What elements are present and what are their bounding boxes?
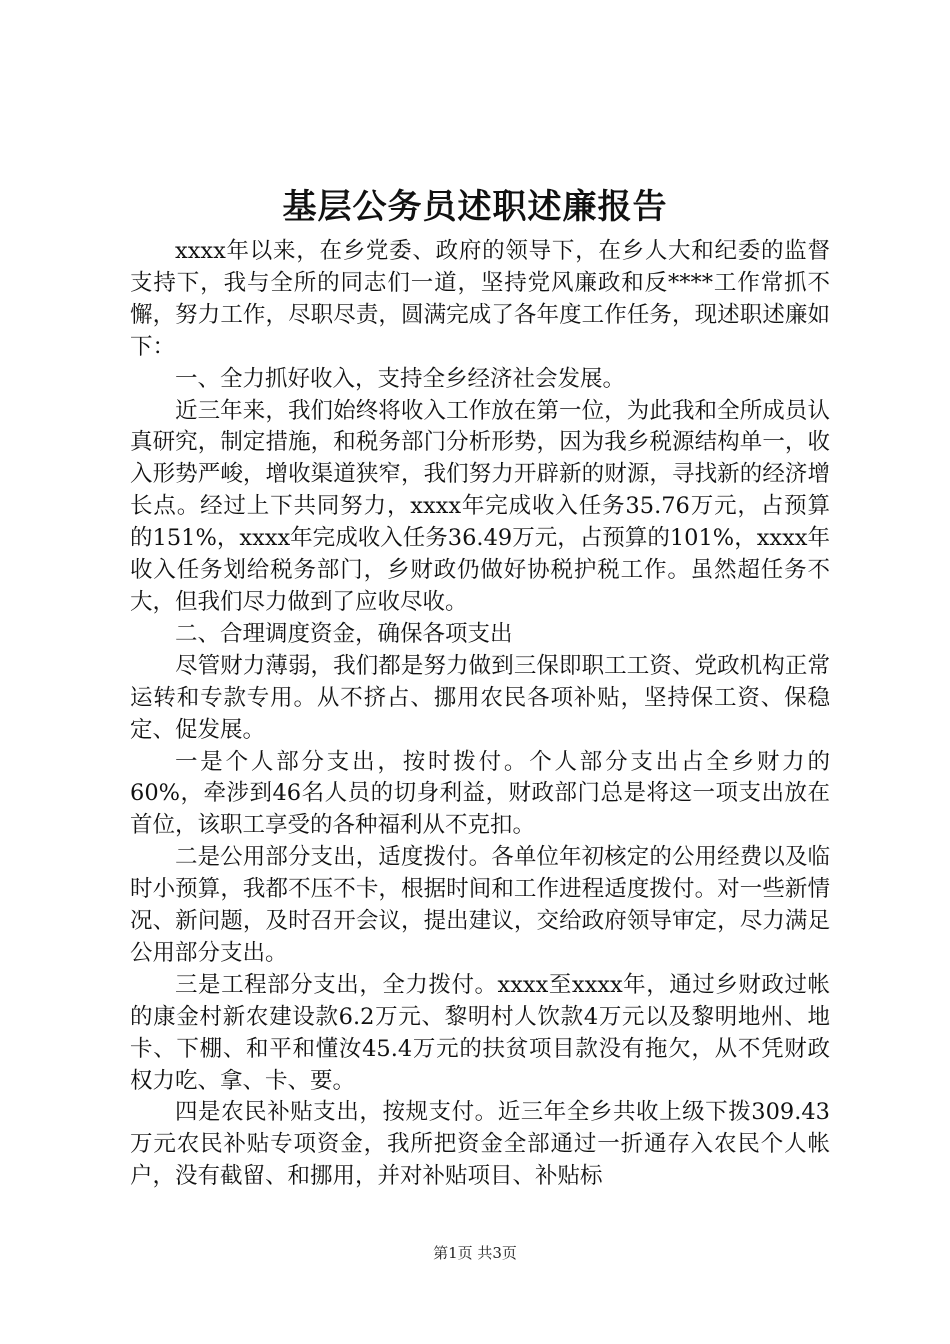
paragraph-project-expense: 三是工程部分支出，全力拨付。xxxx至xxxx年，通过乡财政过帐的康金村新农建设款6.2万元、黎明村人饮款4万元以及黎明地州、地卡、下棚、和平和懂汝45.4万元的扶贫项目款没有拖欠，从不凭财政权力吃、拿、卡、要。 [130, 971, 830, 1094]
paragraph-subsidy-expense: 四是农民补贴支出，按规支付。近三年全乡共收上级下拨309.43万元农民补贴专项资金，我所把资金全部通过一折通存入农民个人帐户，没有截留、和挪用，并对补贴项目、补贴标 [130, 1099, 830, 1190]
document-body [130, 236, 830, 1193]
document-title: 基层公务员述职述廉报告 [282, 187, 668, 227]
paragraph-personal-expense: 一是个人部分支出，按时拨付。个人部分支出占全乡财力的60%，牵涉到46名人员的切身利益，财政部门总是将这一项支出放在首位，该职工享受的各种福利从不克扣。 [130, 748, 830, 839]
paragraph-funds: 尽管财力薄弱，我们都是努力做到三保即职工工资、党政机构正常运转和专款专用。从不挤占、挪用农民各项补贴，坚持保工资、保稳定、促发展。 [130, 652, 830, 743]
paragraph-public-expense: 二是公用部分支出，适度拨付。各单位年初核定的公用经费以及临时小预算，我都不压不卡，根据时间和工作进程适度拨付。对一些新情况、新问题，及时召开会议，提出建议，交给政府领导审定，尽力满足公用部分支出。 [130, 844, 830, 966]
page-footer: 第1页 共3页 [433, 1244, 517, 1262]
section-heading-2: 二、合理调度资金，确保各项支出 [175, 620, 513, 647]
section-heading-1: 一、全力抓好收入，支持全乡经济社会发展。 [175, 365, 626, 392]
paragraph-intro: xxxx年以来，在乡党委、政府的领导下，在乡人大和纪委的监督支持下，我与全所的同志们一道，坚持党风廉政和反****工作常抓不懈，努力工作，尽职尽责，圆满完成了各年度工作任务，现述职述廉如下： [130, 238, 830, 360]
paragraph-income: 近三年来，我们始终将收入工作放在第一位，为此我和全所成员认真研究，制定措施，和税务部门分析形势，因为我乡税源结构单一，收入形势严峻，增收渠道狭窄，我们努力开辟新的财源，寻找新的经济增长点。经过上下共同努力，xxxx年完成收入任务35.76万元，占预算的151%，xxxx年完成收入任务36.49万元，占预算的101%，xxxx年收入任务划给税务部门，乡财政仍做好协税护税工作。虽然超任务不大，但我们尽力做到了应收尽收。 [130, 397, 830, 615]
